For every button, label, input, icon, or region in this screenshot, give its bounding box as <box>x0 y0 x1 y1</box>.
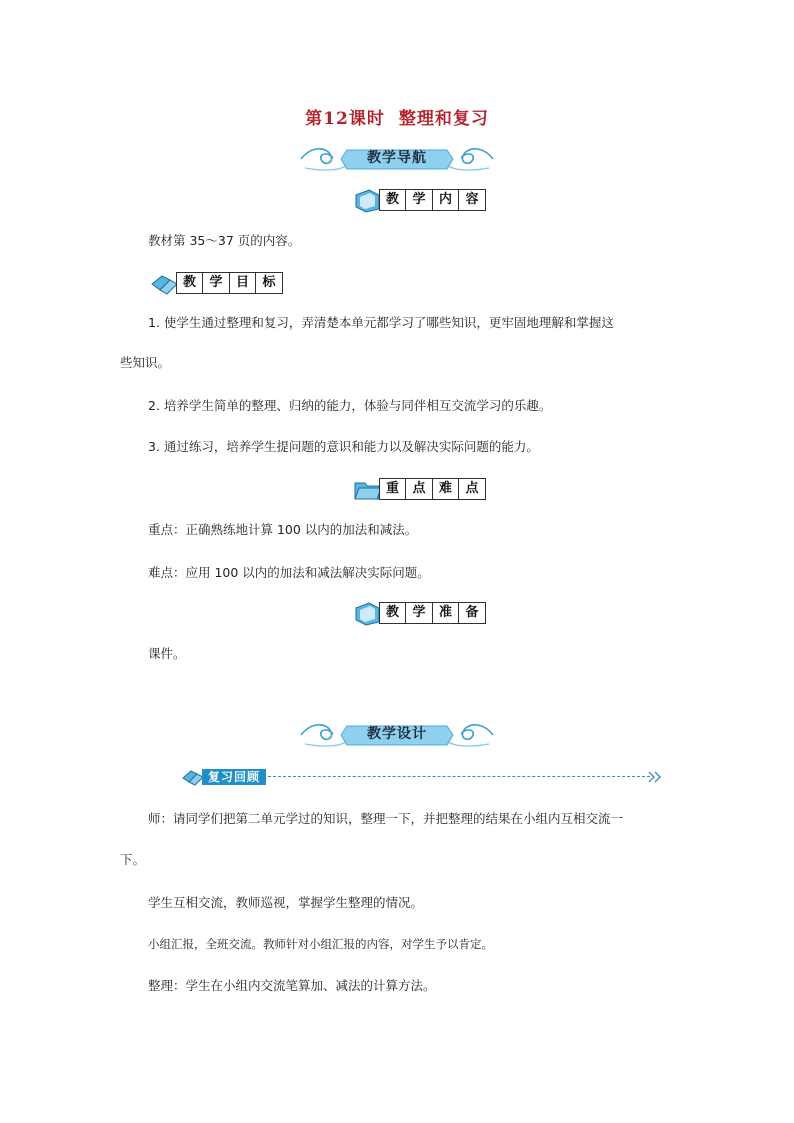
goal-2: 2. 培养学生简单的整理、归纳的能力，体验与同伴相互交流学习的乐趣。 <box>148 398 552 413</box>
heading-char: 难 <box>432 478 460 500</box>
content-text: 教材第 35～37 页的内容。 <box>148 233 301 248</box>
key-point: 重点：正确熟练地计算 100 以内的加法和减法。 <box>148 522 418 537</box>
heading-char: 准 <box>432 602 460 624</box>
heading-teaching-content <box>353 187 493 213</box>
heading-char: 点 <box>458 478 486 500</box>
heading-char: 点 <box>405 478 433 500</box>
heading-char: 标 <box>255 272 283 294</box>
heading-char: 学 <box>405 189 433 211</box>
review-p1-line-1: 师：请同学们把第二单元学过的知识，整理一下，并把整理的结果在小组内互相交流一 <box>148 811 624 826</box>
banner-label: 教学设计 <box>367 726 427 742</box>
heading-char: 教 <box>379 602 407 624</box>
heading-char: 重 <box>379 478 407 500</box>
heading-char: 目 <box>229 272 257 294</box>
goal-3: 3. 通过练习，培养学生提问题的意识和能力以及解决实际问题的能力。 <box>148 439 539 454</box>
heading-char: 内 <box>432 189 460 211</box>
difficult-point: 难点：应用 100 以内的加法和减法解决实际问题。 <box>148 565 430 580</box>
heading-char: 学 <box>202 272 230 294</box>
banner-label: 教学导航 <box>367 150 427 166</box>
heading-char: 教 <box>176 272 204 294</box>
review-p1-line-2: 下。 <box>120 852 146 867</box>
heading-teaching-goals <box>150 270 290 296</box>
heading-char: 教 <box>379 189 407 211</box>
goal-1-line-1: 1. 使学生通过整理和复习，弄清楚本单元都学习了哪些知识，更牢固地理解和掌握这 <box>148 315 614 330</box>
dashed-divider <box>258 776 650 777</box>
prep-text: 课件。 <box>148 646 186 661</box>
books-icon <box>182 767 204 787</box>
heading-key-points <box>353 476 493 502</box>
review-p4: 整理：学生在小组内交流笔算加、减法的计算方法。 <box>148 978 436 993</box>
page-title <box>0 104 794 129</box>
heading-teaching-prep <box>353 600 493 626</box>
heading-char: 容 <box>458 189 486 211</box>
banner-teaching-nav <box>297 142 497 176</box>
review-p3: 小组汇报，全班交流。教师针对小组汇报的内容，对学生予以肯定。 <box>148 937 493 951</box>
heading-char: 学 <box>405 602 433 624</box>
section-review-header <box>182 767 662 787</box>
lesson-topic: 整理和复习 <box>398 109 489 129</box>
goal-1-line-2: 些知识。 <box>120 355 171 370</box>
review-p2: 学生互相交流，教师巡视，掌握学生整理的情况。 <box>148 895 424 910</box>
heading-char: 备 <box>458 602 486 624</box>
review-tag: 复习回顾 <box>202 769 266 785</box>
banner-teaching-design <box>297 718 497 752</box>
lesson-number: 第12课时 <box>305 109 385 129</box>
double-chevron-right-icon <box>648 770 662 784</box>
